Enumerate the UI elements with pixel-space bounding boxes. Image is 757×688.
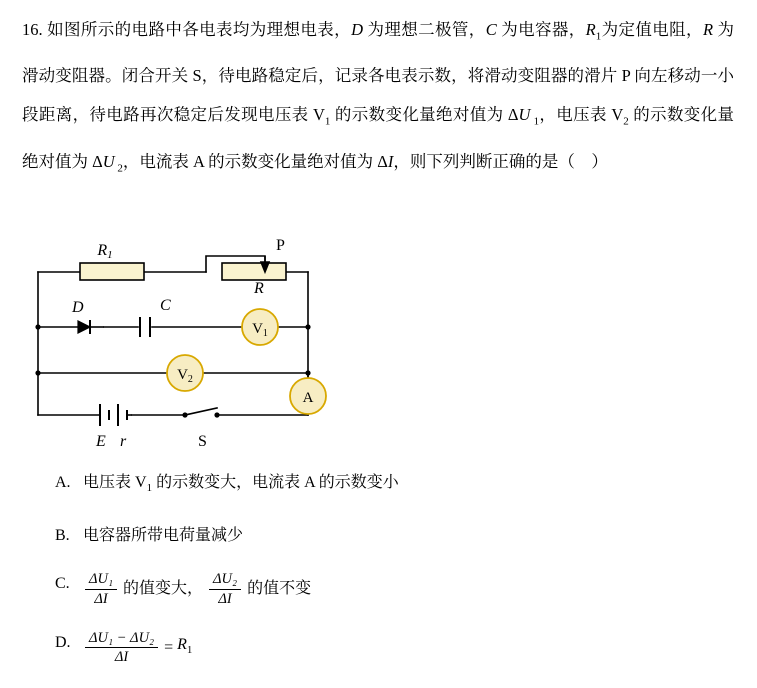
fraction-numerator: ΔU₁: [85, 571, 117, 590]
choice-d-rhs: $R_1$: [177, 636, 193, 657]
choice-a-label: A.: [55, 474, 71, 491]
label-s: S: [198, 433, 207, 450]
label-r-internal: r: [120, 433, 127, 450]
question-number: 16.: [22, 20, 43, 39]
question-stem: [22, 10, 734, 188]
fraction-denominator: ΔI: [218, 590, 232, 607]
choice-d-text: [83, 630, 735, 666]
choice-c[interactable]: [55, 571, 735, 607]
label-e: E: [96, 433, 106, 450]
question-text-line-1: 如图所示的电路中各电表均为理想电表，D 为理想二极管，C 为电容器，$R_1$为定值电阻，R 为滑动变阻器。闭合开关 S，待电路稳定后，记录各电表示数，将滑动变阻器的滑片 P 向左移动一小段距离，待电路再次稳定后发现电压表 $V_1$ 的示数变化量绝对值为 ΔU $_1$，电压表 $V_2$ 的示数变化量绝对值为 ΔU $_2$，电流表 A 的示数变化量绝对值为 ΔI，则下列判断正确的是（ ）: [22, 20, 735, 174]
choice-d-label: D.: [55, 633, 71, 651]
fraction-du1-di: [85, 571, 117, 607]
label-r: R: [254, 280, 264, 297]
choice-c-label: C.: [55, 575, 70, 593]
circuit-diagram: [20, 230, 360, 455]
choice-a[interactable]: [55, 470, 735, 501]
fraction-denominator: ΔI: [114, 649, 129, 666]
fraction-numerator: ΔU₁ − ΔU₂: [85, 630, 158, 649]
choice-c-tail-text: 的值不变: [247, 580, 312, 598]
fraction-du1-minus-du2-over-di: [85, 630, 158, 666]
capacitor-c: [140, 317, 150, 337]
fraction-denominator: ΔI: [94, 590, 108, 607]
rheostat-r: [222, 263, 286, 280]
label-r1: R1: [97, 242, 113, 261]
label-d: D: [72, 299, 84, 316]
resistor-r1: [80, 263, 144, 280]
battery-e-r: [100, 404, 132, 426]
choice-c-mid-text: 的值变大，: [123, 580, 204, 598]
fraction-numerator: ΔU₂: [209, 571, 241, 590]
choice-c-text: [83, 571, 735, 607]
choice-list: [55, 470, 735, 688]
svg-text:A: A: [302, 390, 314, 406]
choice-d[interactable]: [55, 630, 735, 666]
equals-sign: =: [164, 638, 174, 656]
choice-b[interactable]: [55, 523, 735, 549]
fraction-du2-di: [209, 571, 241, 607]
choice-b-text: 电容器所带电荷量减少: [83, 527, 244, 545]
label-c: C: [160, 297, 171, 314]
choice-b-label: B.: [55, 527, 70, 545]
label-p: P: [276, 237, 285, 254]
diode-d: [78, 320, 104, 334]
svg-text:V2: $V_2$: [177, 367, 193, 385]
choice-a-text: 电压表 $V_1$ 的示数变大，电流表 A 的示数变小: [83, 474, 399, 495]
svg-text:V1: $V_1$: [252, 321, 268, 339]
